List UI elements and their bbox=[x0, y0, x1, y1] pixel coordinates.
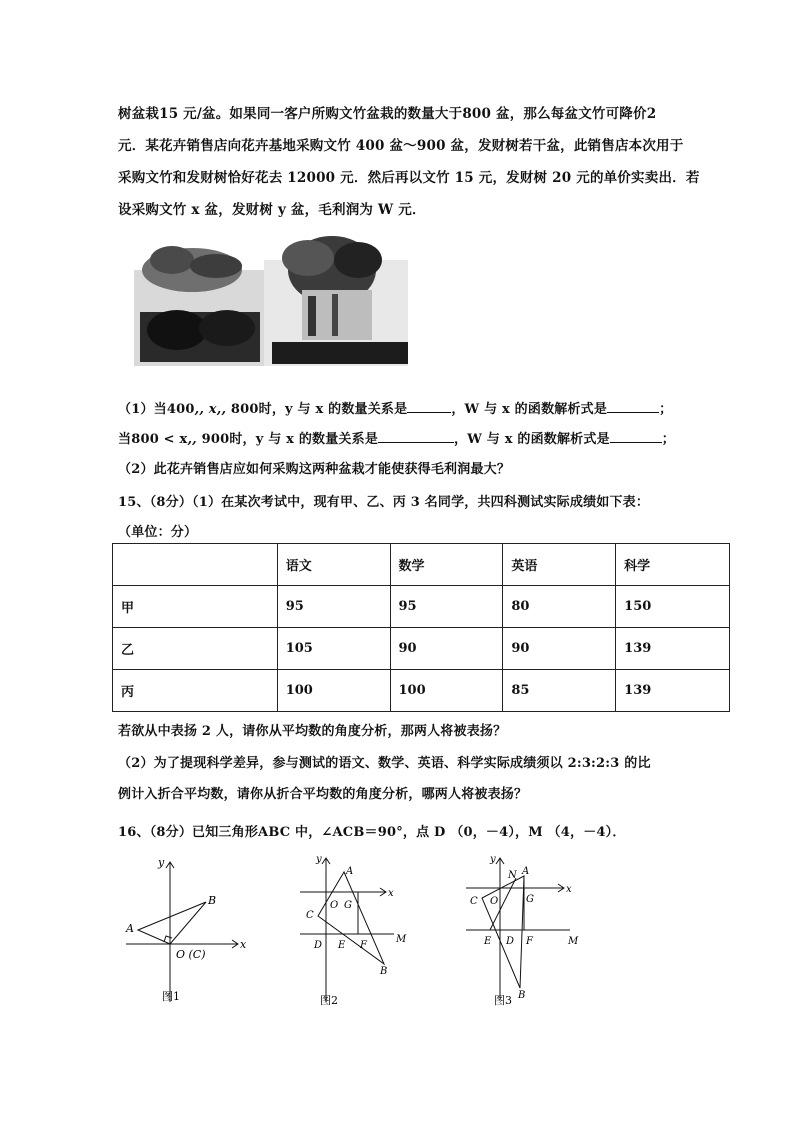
figure-2-caption: 图2 bbox=[320, 994, 338, 1007]
figure-2 bbox=[296, 852, 416, 1012]
point-e-label: E bbox=[338, 940, 346, 951]
point-a-label: A bbox=[522, 866, 530, 877]
q16-heading: 16、（8分）已知三角形ABC 中，∠ACB＝90°，点 D （0，－4），M （4，－4）． bbox=[118, 825, 626, 840]
table-cell: 丙 bbox=[113, 670, 278, 712]
point-m-label: M bbox=[396, 934, 407, 945]
table-cell: 139 bbox=[616, 628, 730, 670]
table-cell: 90 bbox=[503, 628, 616, 670]
q15-unit: （单位：分） bbox=[118, 525, 198, 540]
y-label: y bbox=[490, 854, 496, 865]
table-header-cell: 英语 bbox=[503, 544, 616, 586]
q14-part2-a: 当800 < x bbox=[118, 432, 188, 447]
answer-blank-4[interactable] bbox=[610, 430, 662, 443]
q14-part2-d: ； bbox=[661, 432, 675, 447]
q14-sym-2: ,, bbox=[216, 402, 227, 417]
point-g-label: G bbox=[526, 894, 534, 905]
table-cell: 85 bbox=[503, 670, 616, 712]
point-b-label: B bbox=[380, 966, 388, 977]
point-m-label: M bbox=[568, 936, 579, 947]
q15-part2-line1: （2）为了提现科学差异，参与测试的语文、数学、英语、科学实际成绩须以 2:3:2:3 的比 bbox=[118, 756, 651, 771]
figure-3-caption: 图3 bbox=[494, 994, 512, 1007]
q14-part1-line bbox=[118, 398, 672, 417]
point-n-label: N bbox=[508, 870, 517, 881]
triangle-abc bbox=[318, 872, 384, 964]
intro-line-3: 采购文竹和发财树恰好花去 12000 元．然后再以文竹 15 元，发财树 20 元的单价实卖出．若 bbox=[118, 170, 700, 186]
x-label: x bbox=[566, 884, 572, 895]
point-e-label: E bbox=[484, 936, 492, 947]
q14-part1b-line bbox=[118, 428, 675, 447]
table-cell: 150 bbox=[616, 586, 730, 628]
point-g-label: G bbox=[344, 900, 352, 911]
answer-blank-1[interactable] bbox=[407, 400, 451, 413]
table-header-cell: 数学 bbox=[390, 544, 503, 586]
point-c-label: C bbox=[470, 896, 478, 907]
table-cell: 95 bbox=[277, 586, 390, 628]
intro-line-2: 元．某花卉销售店向花卉基地采购文竹 400 盆～900 盆，发财树若干盆，此销售店本次用于 bbox=[118, 138, 684, 154]
table-cell: 100 bbox=[277, 670, 390, 712]
point-a-label: A bbox=[346, 866, 354, 877]
point-f-label: F bbox=[360, 940, 367, 951]
q15-part2-line2: 例计入折合平均数，请你从折合平均数的角度分析，哪两人将被表扬？ bbox=[118, 787, 528, 802]
table-cell: 95 bbox=[390, 586, 503, 628]
q14-part1-b: x bbox=[204, 402, 217, 417]
x-label: x bbox=[388, 888, 394, 899]
y-label: y bbox=[316, 854, 322, 865]
point-c-label: C bbox=[306, 910, 314, 921]
table-cell: 139 bbox=[616, 670, 730, 712]
q14-part2-c: ，W 与 x 的函数解析式是 bbox=[454, 432, 610, 447]
q14-part1-e: ； bbox=[659, 402, 673, 417]
triangle-abc bbox=[482, 876, 524, 988]
table-cell: 乙 bbox=[113, 628, 278, 670]
point-b-label: B bbox=[518, 990, 526, 1001]
point-o-label: O (C) bbox=[176, 948, 206, 961]
table-header-cell: 语文 bbox=[277, 544, 390, 586]
point-f-label: F bbox=[526, 936, 533, 947]
q14-part1-a: （1）当400 bbox=[118, 402, 195, 417]
table-row bbox=[113, 628, 730, 670]
point-b-label: B bbox=[208, 894, 217, 907]
q14-sym-1: ,, bbox=[194, 402, 205, 417]
figure-1-caption: 图1 bbox=[162, 990, 180, 1003]
table-cell: 80 bbox=[503, 586, 616, 628]
y-label: y bbox=[158, 856, 165, 869]
table-row bbox=[113, 670, 730, 712]
table-header-cell bbox=[113, 544, 278, 586]
table-header-cell: 科学 bbox=[616, 544, 730, 586]
point-a-label: A bbox=[126, 922, 134, 935]
answer-blank-2[interactable] bbox=[607, 400, 659, 413]
point-o-label: O bbox=[330, 900, 339, 911]
figure-1 bbox=[118, 852, 258, 1012]
table-cell: 90 bbox=[390, 628, 503, 670]
figure-3 bbox=[460, 848, 590, 1008]
q14-sym-3: ,, bbox=[187, 432, 197, 447]
point-o-label: O bbox=[490, 896, 499, 907]
table-cell: 甲 bbox=[113, 586, 278, 628]
q15-after-table: 若欲从中表扬 2 人，请你从平均数的角度分析，那两人将被表扬？ bbox=[118, 724, 507, 739]
q14-part1-d: ，W 与 x 的函数解析式是 bbox=[451, 402, 608, 417]
point-d-label: D bbox=[506, 936, 515, 947]
table-row bbox=[113, 586, 730, 628]
point-d-label: D bbox=[314, 940, 323, 951]
score-table bbox=[112, 543, 730, 712]
plant-photo bbox=[132, 230, 408, 366]
q14-part2-b: 900时，y 与 x 的数量关系是 bbox=[196, 432, 379, 447]
intro-line-1: 树盆栽15 元/盆。如果同一客户所购文竹盆栽的数量大于800 盆，那么每盆文竹可降价2 bbox=[118, 106, 657, 122]
answer-blank-3[interactable] bbox=[378, 430, 454, 443]
table-cell: 100 bbox=[390, 670, 503, 712]
intro-line-4: 设采购文竹 x 盆，发财树 y 盆，毛利润为 W 元． bbox=[118, 202, 426, 218]
table-cell: 105 bbox=[277, 628, 390, 670]
table-header-row bbox=[113, 544, 730, 586]
x-label: x bbox=[240, 938, 247, 951]
q14-part1-c: 800时，y 与 x 的数量关系是 bbox=[226, 402, 408, 417]
q15-heading: 15、（8分）（1）在某次考试中，现有甲、乙、丙 3 名同学，共四科测试实际成绩如下表： bbox=[118, 495, 650, 510]
q14-part2: （2）此花卉销售店应如何采购这两种盆栽才能使获得毛利润最大？ bbox=[118, 462, 511, 477]
